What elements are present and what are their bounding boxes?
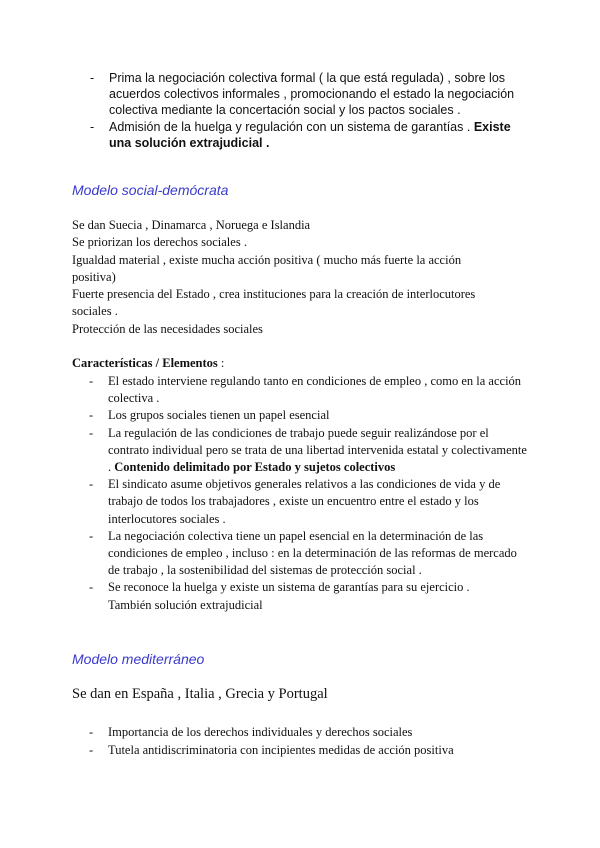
- bullet-dash: -: [90, 71, 95, 85]
- list-item: [89, 425, 528, 477]
- characteristics-list: [89, 373, 528, 614]
- top-bullet-list: [90, 70, 529, 151]
- bullet-dash: -: [89, 580, 94, 595]
- bullet-dash: -: [89, 528, 94, 543]
- list-item: [89, 373, 528, 407]
- list-item-text: La negociación colectiva tiene un papel esencial en la determinación de las condiciones de empleo , incluso : en la determinación de las reformas de mercado de trabajo , la sostenibilidad del sistemas de protección social .: [108, 528, 517, 578]
- bullet-dash: -: [90, 119, 95, 134]
- body-line: Protección de las necesidades sociales: [72, 321, 263, 336]
- list-item-bold-text: Existe una solución extrajudicial .: [109, 119, 511, 150]
- body-line: Se dan Suecia , Dinamarca , Noruega e Islandia: [72, 218, 311, 232]
- list-item: [90, 70, 529, 119]
- list-item-text: La regulación de las condiciones de trabajo puede seguir realizándose por el contrato individual pero se trata de una libertad intervenida estatal y colectivamente .: [108, 425, 527, 475]
- section-heading-mediterraneo: Modelo mediterráneo: [72, 651, 205, 667]
- list-item: [89, 528, 528, 580]
- bullet-dash: -: [89, 477, 94, 492]
- list-item-text: Se reconoce la huelga y existe un sistema de garantías para su ejercicio . También solución extrajudicial: [108, 580, 470, 612]
- bullet-dash: -: [89, 742, 94, 757]
- body-line: Igualdad material , existe mucha acción positiva ( mucho más fuerte la acción positiva): [72, 252, 462, 284]
- section1-body: [72, 217, 532, 338]
- list-item: [89, 742, 528, 760]
- characteristics-label: Características / Elementos: [72, 356, 218, 370]
- list-item-text: El sindicato asume objetivos generales relativos a las condiciones de vida y de trabajo de todos los trabajadores , existe un encuentro entre el estado y los interlocutores sociales .: [108, 477, 501, 526]
- list-item-text: Admisión de la huelga y regulación con un sistema de garantías .: [109, 119, 474, 134]
- bullet-dash: -: [89, 425, 94, 440]
- list-item: [89, 407, 528, 424]
- bullet-dash: -: [89, 725, 94, 739]
- section-heading-social-democrata: Modelo social-demócrata: [72, 182, 229, 198]
- list-item: [89, 724, 528, 742]
- list-item-text: Tutela antidiscriminatoria con incipientes medidas de acción positiva: [108, 742, 454, 757]
- characteristics-title: [72, 356, 224, 371]
- list-item-text: El estado interviene regulando tanto en condiciones de empleo , como en la acción colectiva .: [108, 374, 522, 406]
- list-item-text: Importancia de los derechos individuales y derechos sociales: [108, 725, 413, 739]
- section2-intro: Se dan en España , Italia , Grecia y Portugal: [72, 686, 328, 702]
- list-item-text: Prima la negociación colectiva formal ( la que está regulada) , sobre los acuerdos colectivos informales , promocionando el estado la negociación colectiva mediante la concertación social y los pactos sociales .: [109, 71, 515, 118]
- list-item-text: Los grupos sociales tienen un papel esencial: [108, 408, 330, 423]
- characteristics-suffix: :: [217, 356, 225, 370]
- bullet-dash: -: [89, 374, 94, 388]
- bullet-dash: -: [89, 408, 94, 423]
- body-line: Se priorizan los derechos sociales .: [72, 235, 247, 250]
- list-item: [89, 476, 528, 528]
- list-item-bold-text: Contenido delimitado por Estado y sujetos colectivos: [114, 460, 396, 475]
- list-item: [89, 579, 528, 613]
- body-line: Fuerte presencia del Estado , crea instituciones para la creación de interlocutores sociales .: [72, 287, 476, 319]
- list-item: [90, 119, 529, 151]
- mediterranean-list: [89, 724, 528, 759]
